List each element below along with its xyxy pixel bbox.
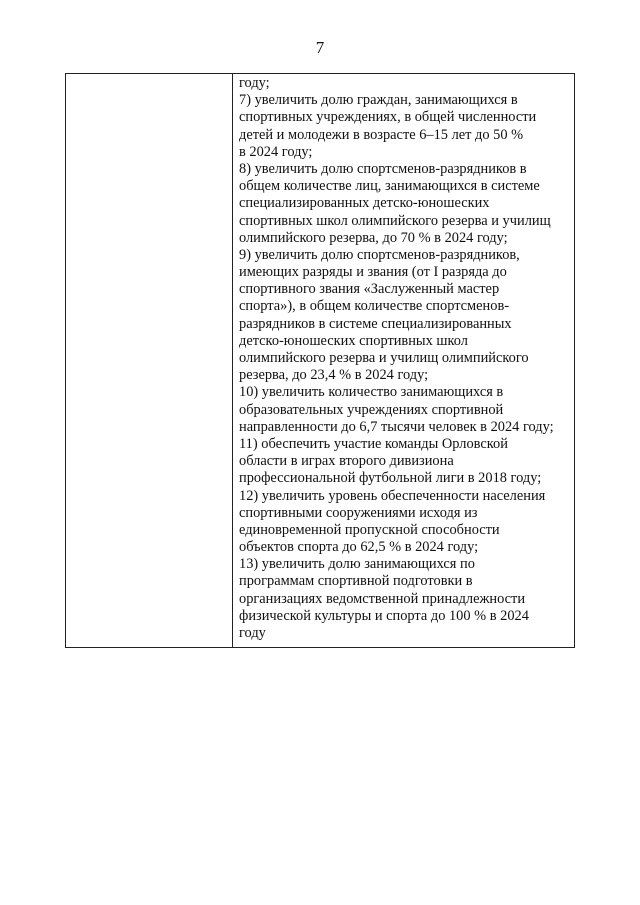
page-number: 7 (315, 38, 325, 57)
text-line: специализированных детско-юношеских (239, 195, 490, 212)
text-line: в 2024 году; (239, 143, 313, 160)
text-line: году (239, 625, 266, 641)
text-line: детей и молодежи в возрасте 6–15 лет до 50 % (239, 126, 524, 143)
text-line: 12) увеличить уровень обеспеченности населения (239, 487, 546, 504)
text-line: 11) обеспечить участие команды Орловской (239, 435, 508, 452)
text-line: направленности до 6,7 тысячи человек в 2024 году; (239, 418, 554, 435)
text-line: спортивных учреждениях, в общей численности (239, 109, 537, 126)
text-line: образовательных учреждениях спортивной (239, 401, 504, 418)
text-line: спортивного звания «Заслуженный мастер (239, 281, 500, 298)
text-line: 10) увеличить количество занимающихся в (239, 384, 504, 401)
text-line: объектов спорта до 62,5 % в 2024 году; (239, 539, 479, 556)
text-line: организациях ведомственной принадлежности (239, 590, 526, 607)
text-line: 8) увеличить долю спортсменов-разрядников в (239, 160, 527, 177)
text-line: олимпийского резерва и училищ олимпийского (239, 350, 529, 366)
right-cell-text (239, 75, 575, 642)
text-line: 7) увеличить долю граждан, занимающихся в (239, 92, 518, 109)
text-line: 9) увеличить долю спортсменов-разрядников, (239, 246, 520, 263)
text-line: общем количестве лиц, занимающихся в системе (239, 178, 540, 195)
text-line: 13) увеличить долю занимающихся по (239, 556, 475, 573)
text-line: резерва, до 23,4 % в 2024 году; (239, 367, 429, 384)
text-line: спортивных школ олимпийского резерва и училищ (239, 212, 551, 229)
text-line: спорта»), в общем количестве спортсменов- (239, 298, 510, 315)
document-table (65, 73, 575, 648)
text-line: детско-юношеских спортивных школ (239, 332, 468, 349)
text-line: области в играх второго дивизиона (239, 453, 454, 470)
text-line: программам спортивной подготовки в (239, 573, 473, 590)
text-line: имеющих разряды и звания (от I разряда до (239, 264, 507, 281)
text-line: году; (239, 75, 270, 91)
text-line: разрядников в системе специализированных (239, 315, 512, 332)
text-line: единовременной пропускной способности (239, 521, 500, 538)
column-divider (232, 74, 233, 647)
text-line: профессиональной футбольной лиги в 2018 году; (239, 470, 542, 487)
text-line: олимпийского резерва, до 70 % в 2024 году; (239, 229, 508, 246)
text-line: физической культуры и спорта до 100 % в 2024 (239, 607, 529, 624)
text-line: спортивными сооружениями исходя из (239, 504, 478, 521)
